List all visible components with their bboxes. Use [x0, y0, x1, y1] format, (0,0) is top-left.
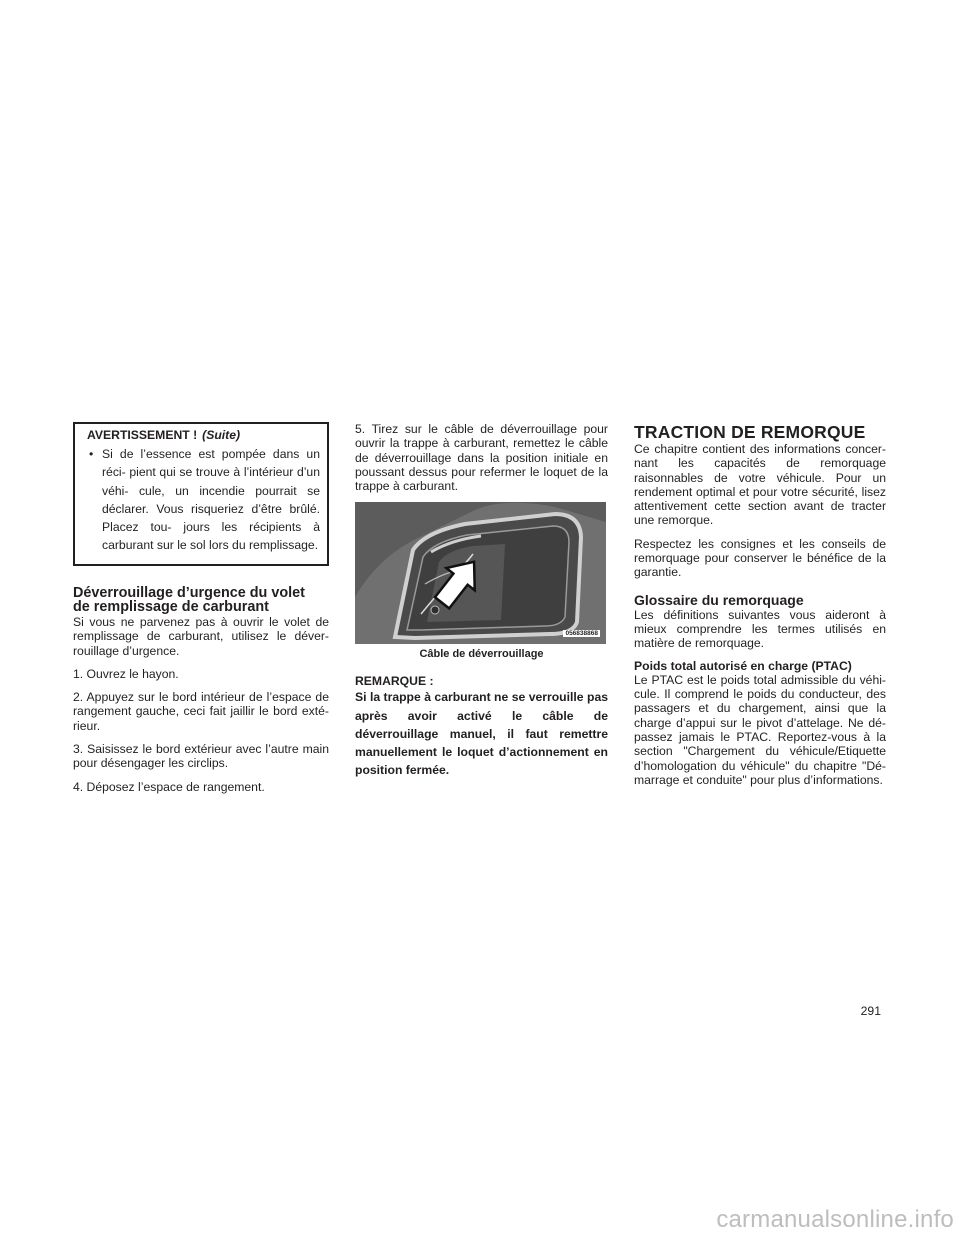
step-1: 1. Ouvrez le hayon.	[73, 666, 179, 681]
note-text: Si la trappe à carburant ne se verrouille pas après avoir activé le câble de déverrouillage manuel, il faut remettre manuellement le loquet d’actionnement en position fermée.	[355, 690, 608, 778]
release-cable-figure	[355, 502, 606, 644]
warning-title	[87, 428, 320, 442]
towing-intro: Ce chapitre contient des informations concer- nant les capacités de remorquage raisonnables de votre véhicule. Pour un rendement optimal et pour votre sécurité, lisez attentivement cette section avant de tracter une remorque.	[634, 442, 886, 528]
warning-bullet-item	[87, 445, 320, 555]
warranty-paragraph: Respectez les consignes et les conseils de remorquage pour conserver le bénéfice de la garantie.	[634, 536, 886, 580]
term-ptac: Poids total autorisé en charge (PTAC)	[634, 658, 852, 673]
heading-line-2: de remplissage de carburant	[73, 599, 269, 616]
note-title: REMARQUE :	[355, 674, 434, 689]
warning-box	[73, 422, 329, 566]
right-column	[634, 422, 886, 787]
warning-title-text: AVERTISSEMENT !	[87, 428, 198, 442]
left-column	[73, 422, 329, 794]
warning-suite: (Suite)	[202, 428, 241, 442]
figure-caption: Câble de déverrouillage	[419, 648, 544, 661]
page-number: 291	[860, 1004, 881, 1018]
glossary-heading: Glossaire du remorquage	[634, 591, 804, 608]
middle-column	[355, 422, 608, 780]
step-5: 5. Tirez sur le câble de déverrouillage pour ouvrir la trappe à carburant, remettez le câble de déverrouillage dans la position initiale en poussant dessus pour refermer le loquet de la trappe à carburant.	[355, 422, 608, 494]
ptac-definition: Le PTAC est le poids total admissible du véhi- cule. Il comprend le poids du conducteur, des passagers et du chargement, ainsi que la charge d’appui sur le pivot d’attelage. Ne dé- passez jamais le PTAC. Reportez-vous à la section "Chargement du véhicule/Etiquette d’homologation du véhicule" du chapitre "Dé- marrage et conduite" pour plus d’informations.	[634, 672, 886, 787]
intro-paragraph: Si vous ne parvenez pas à ouvrir le volet de remplissage de carburant, utilisez le déver- rouillage d’urgence.	[73, 614, 329, 658]
glossary-intro: Les définitions suivantes vous aideront à mieux comprendre les termes utilisés en matière de remorquage.	[634, 607, 886, 651]
warning-text: Si de l’essence est pompée dans un réci- pient qui se trouve à l’intérieur d’un véhi- cule, un incendie pourrait se déclarer. Vous risqueriez d’être brûlé. Placez tou- jours les récipients à carburant sur le sol lors du remplissage.	[102, 447, 320, 553]
step-4: 4. Déposez l’espace de rangement.	[73, 779, 265, 794]
section-heading-towing: TRACTION DE REMORQUE	[634, 422, 866, 442]
step-2: 2. Appuyez sur le bord intérieur de l’espace de rangement gauche, ceci fait jaillir le bord exté- rieur.	[73, 690, 329, 733]
figure-code: 056838868	[565, 630, 598, 638]
heading-line-1: Déverrouillage d’urgence du volet	[73, 584, 305, 601]
storage-compartment-illustration	[355, 502, 606, 644]
watermark: carmanualsonline.info	[716, 1206, 954, 1233]
bullet-icon: •	[89, 447, 94, 461]
section-heading-emergency-release	[73, 586, 329, 615]
step-3: 3. Saisissez le bord extérieur avec l’autre main pour désengager les circlips.	[73, 742, 329, 771]
